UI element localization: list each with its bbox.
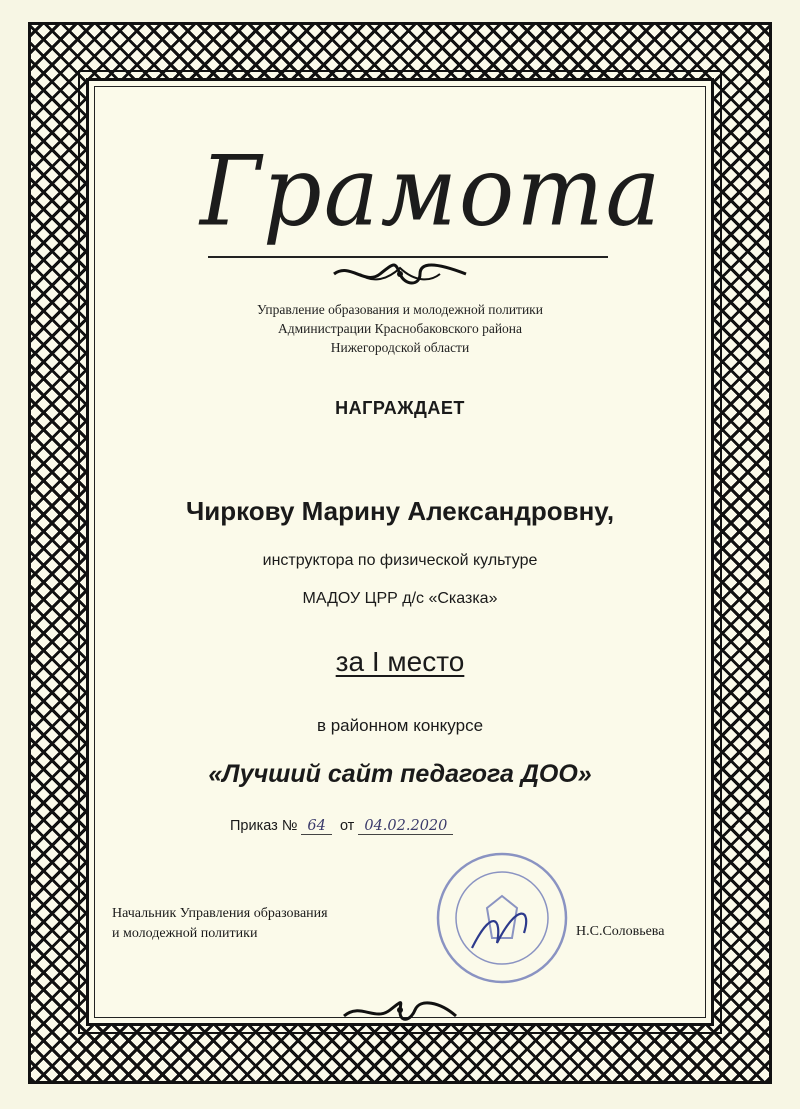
award-place-text: за I место	[335, 646, 465, 677]
order-date-label: от	[339, 818, 355, 834]
bottom-ornament-icon	[340, 1000, 460, 1022]
signature-icon	[472, 914, 526, 948]
organization-line-3: Нижегородской области	[330, 340, 470, 355]
signer-title-line-1: Начальник Управления образования	[112, 906, 328, 921]
organization-line-1: Управление образования и молодежной политики	[257, 302, 543, 317]
issuing-organization	[150, 300, 650, 357]
order-reference	[230, 818, 570, 834]
organization-line-2: Администрации Краснобаковского района	[277, 321, 523, 336]
award-place	[150, 646, 650, 678]
title-underline	[208, 256, 608, 258]
awards-label: НАГРАЖДАЕТ	[335, 398, 465, 418]
signer-title-line-2: и молодежной политики	[112, 926, 258, 941]
recipient-name: Чиркову Марину Александровну,	[185, 496, 615, 526]
recipient-organization: МАДОУ ЦРР д/с «Сказка»	[302, 590, 498, 607]
order-date: 04.02.2020	[358, 818, 453, 835]
contest-intro: в районном конкурсе	[316, 716, 484, 735]
official-stamp-icon	[432, 848, 572, 988]
signer-name: Н.С.Соловьева	[576, 924, 665, 939]
order-number: 64	[301, 818, 331, 835]
certificate-title: Грамота	[200, 135, 663, 248]
contest-name: «Лучший сайт педагога ДОО»	[208, 760, 592, 788]
recipient-position: инструктора по физической культуре	[262, 552, 538, 569]
signer-title	[112, 904, 432, 944]
title-ornament-icon	[330, 262, 470, 286]
order-label: Приказ №	[230, 818, 298, 834]
